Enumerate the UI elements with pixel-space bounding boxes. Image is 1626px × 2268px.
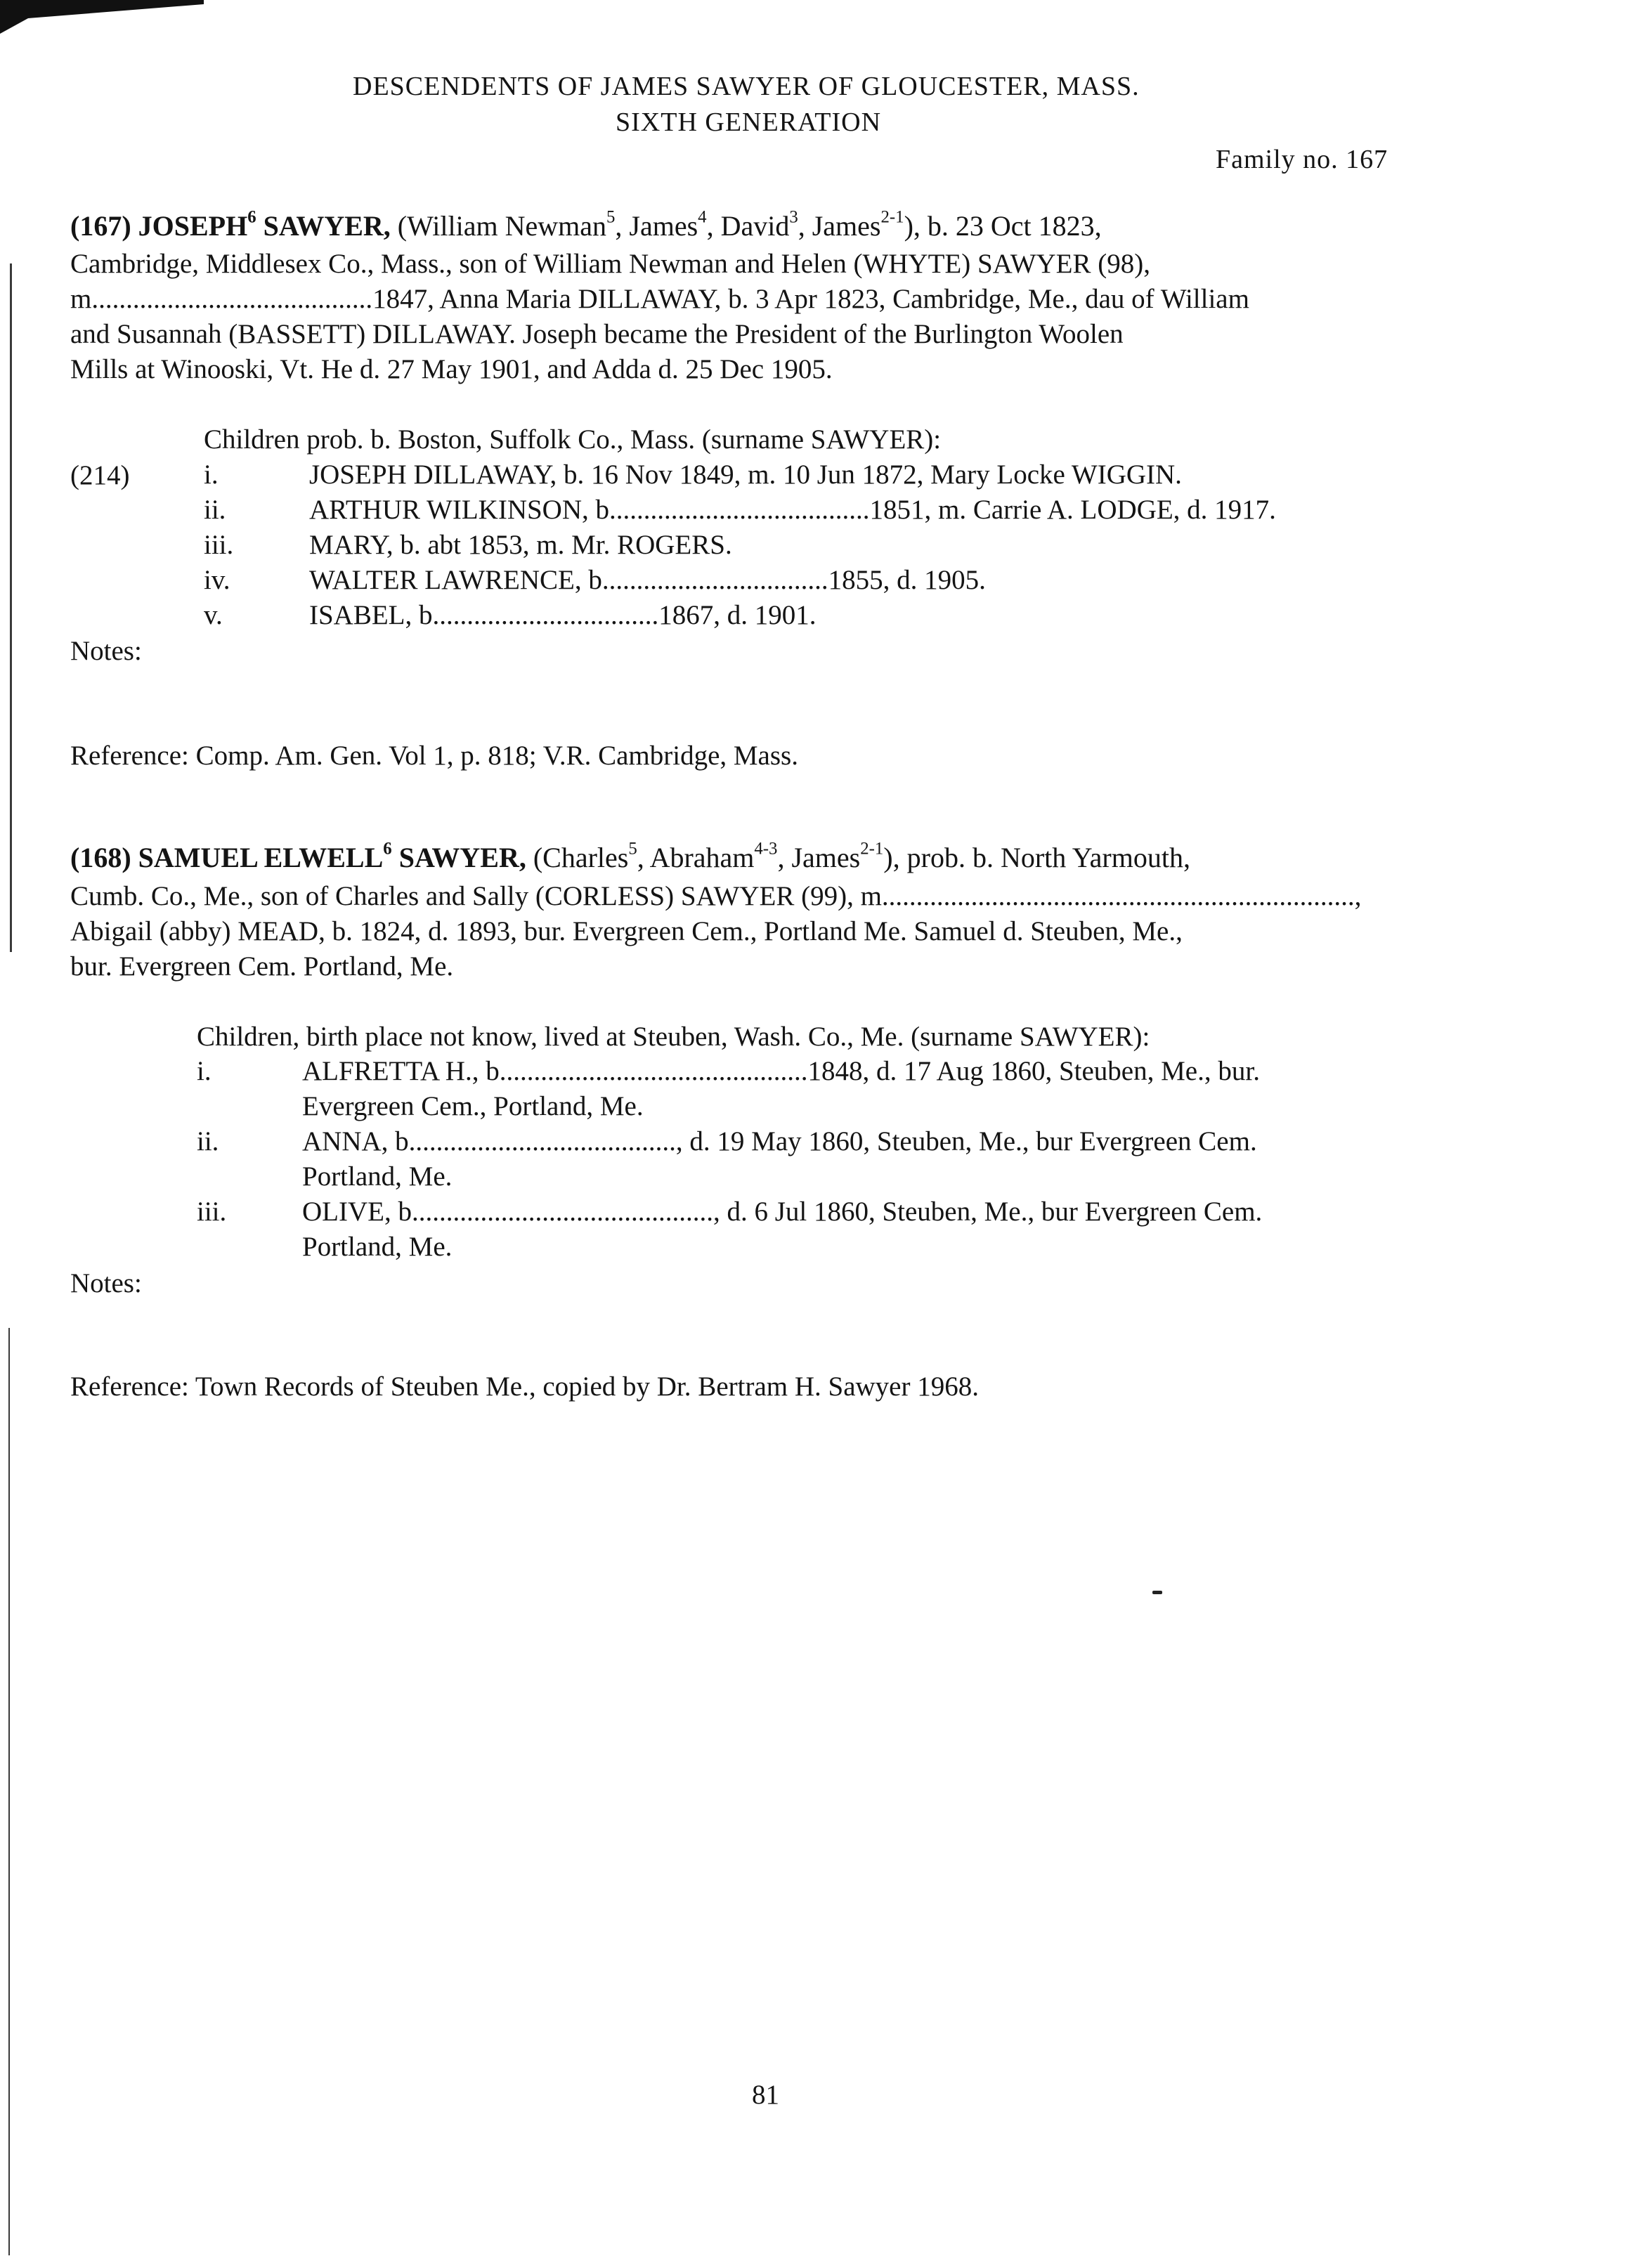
child-ordinal: ii. bbox=[204, 495, 226, 525]
list-item bbox=[197, 1196, 1405, 1266]
family-168-ancestry: (Charles$^5$, Abraham$^{4-3}$, James$^{2-1}$), prob. b. North Yarmouth, bbox=[533, 839, 1190, 873]
child-entry-continuation: Portland, Me. bbox=[302, 1161, 453, 1192]
family-168-name: SAMUEL ELWELL$^6$ bbox=[138, 839, 392, 873]
family-167-surname: SAWYER, bbox=[263, 210, 391, 242]
child-entry: ANNA, b......................................., d. 19 May 1860, Steuben, Me., bur Evergreen Cem. bbox=[302, 1126, 1257, 1156]
family-167-line-2: Cambridge, Middlesex Co., Mass., son of William Newman and Helen (WHYTE) SAWYER (98), bbox=[70, 249, 1150, 279]
child-entry: MARY, b. abt 1853, m. Mr. ROGERS. bbox=[309, 530, 732, 560]
list-item bbox=[204, 529, 1398, 564]
family-167-children-intro: Children prob. b. Boston, Suffolk Co., Mass. (surname SAWYER): bbox=[204, 424, 942, 455]
scan-corner-mark bbox=[0, 0, 204, 34]
family-168-line-3: Abigail (abby) MEAD, b. 1824, d. 1893, bur. Evergreen Cem., Portland Me. Samuel d. Steuben, Me., bbox=[70, 916, 1183, 946]
family-167-number: (167) bbox=[70, 210, 131, 242]
page-number: 81 bbox=[752, 2080, 779, 2110]
child-ordinal: i. bbox=[204, 460, 219, 490]
family-167-name: JOSEPH$^6$ bbox=[138, 207, 256, 242]
child-ordinal: iii. bbox=[197, 1197, 227, 1227]
family-167-notes-label: Notes: bbox=[70, 636, 142, 666]
child-ordinal: ii. bbox=[197, 1126, 219, 1156]
child-entry: ISABEL, b.................................1867, d. 1901. bbox=[309, 600, 817, 630]
family-168-line-2: Cumb. Co., Me., son of Charles and Sally (CORLESS) SAWYER (99), m....................................................................., bbox=[70, 881, 1362, 911]
family-168-surname: SAWYER, bbox=[398, 842, 526, 873]
child-entry-continuation: Evergreen Cem., Portland, Me. bbox=[302, 1091, 644, 1121]
family-167-heading bbox=[70, 209, 1102, 243]
list-item bbox=[204, 599, 1398, 634]
child-ordinal: v. bbox=[204, 600, 223, 630]
scan-margin-line bbox=[8, 1328, 10, 2255]
family-167-line-5: Mills at Winooski, Vt. He d. 27 May 1901, and Adda d. 25 Dec 1905. bbox=[70, 354, 833, 384]
family-168-notes-label: Notes: bbox=[70, 1268, 142, 1298]
family-168-line-4: bur. Evergreen Cem. Portland, Me. bbox=[70, 951, 454, 982]
child-ordinal: iv. bbox=[204, 565, 230, 595]
child-ordinal: iii. bbox=[204, 530, 234, 560]
child-ordinal: i. bbox=[197, 1056, 212, 1086]
page-title: DESCENDENTS OF JAMES SAWYER OF GLOUCESTER, MASS. bbox=[353, 72, 1140, 101]
family-167-line-3: m.........................................1847, Anna Maria DILLAWAY, b. 3 Apr 1823, Cambridge, Me., dau of William bbox=[70, 284, 1249, 314]
list-item bbox=[204, 564, 1398, 599]
family-168-reference: Reference: Town Records of Steuben Me., copied by Dr. Bertram H. Sawyer 1968. bbox=[70, 1371, 979, 1402]
child-entry-continuation: Portland, Me. bbox=[302, 1232, 453, 1262]
family-168-children-intro: Children, birth place not know, lived at Steuben, Wash. Co., Me. (surname SAWYER): bbox=[197, 1022, 1150, 1052]
family-167-reference: Reference: Comp. Am. Gen. Vol 1, p. 818; V.R. Cambridge, Mass. bbox=[70, 741, 798, 771]
list-item bbox=[197, 1055, 1405, 1126]
family-number-label: Family no. 167 bbox=[1216, 145, 1388, 174]
child-entry: WALTER LAWRENCE, b.................................1855, d. 1905. bbox=[309, 565, 986, 595]
child-entry: OLIVE, b............................................, d. 6 Jul 1860, Steuben, Me., bur Evergreen Cem. bbox=[302, 1197, 1263, 1227]
list-item bbox=[204, 494, 1398, 529]
family-168-number: (168) bbox=[70, 842, 131, 873]
list-item bbox=[204, 459, 1398, 494]
list-item bbox=[197, 1126, 1405, 1196]
page-subtitle: SIXTH GENERATION bbox=[616, 107, 882, 137]
child-entry: ALFRETTA H., b.............................................1848, d. 17 Aug 1860, Steuben, Me., bur. bbox=[302, 1056, 1260, 1086]
family-167-ancestry: (William Newman$^5$, James$^4$, David$^3$, James$^{2-1}$), b. 23 Oct 1823, bbox=[397, 207, 1102, 242]
scan-margin-line bbox=[10, 263, 12, 952]
child-entry: JOSEPH DILLAWAY, b. 16 Nov 1849, m. 10 Jun 1872, Mary Locke WIGGIN. bbox=[309, 460, 1182, 490]
scan-speck bbox=[1152, 1591, 1162, 1594]
family-167-line-4: and Susannah (BASSETT) DILLAWAY. Joseph became the President of the Burlington Woolen bbox=[70, 319, 1124, 349]
child-entry: ARTHUR WILKINSON, b......................................1851, m. Carrie A. LODGE, d. 1917. bbox=[309, 495, 1276, 525]
child-reference-number: (214) bbox=[70, 460, 130, 490]
family-168-heading bbox=[70, 841, 1190, 875]
